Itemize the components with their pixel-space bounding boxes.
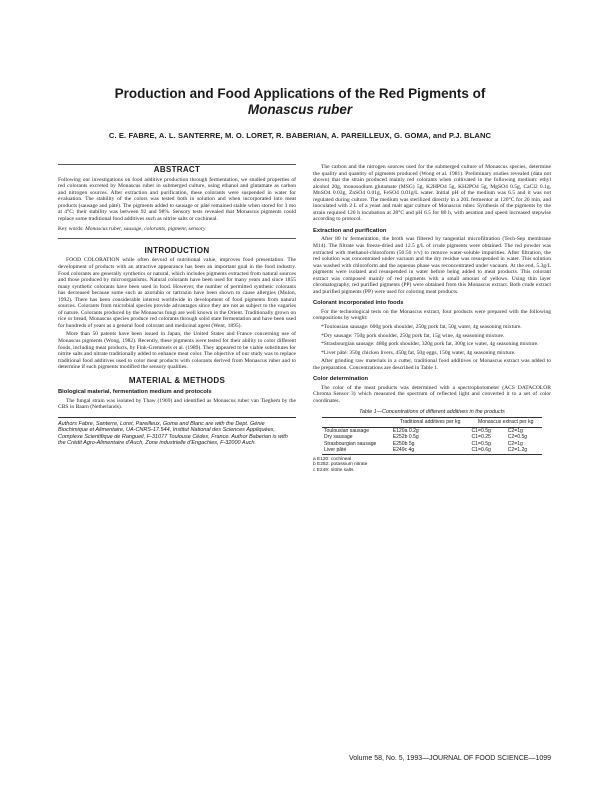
table-header xyxy=(322,418,391,428)
colorant-after: After grinding raw materials in a cutter, traditional food additives or Monascus extract was added to the preparation. Concentrations are described in Table 1. xyxy=(313,358,551,371)
table-cell: Liver pâté xyxy=(322,447,391,454)
keywords-label: Key words: xyxy=(58,226,84,233)
table-cell: E250b 5g xyxy=(392,440,415,447)
title-line-2: Monascus ruber xyxy=(247,102,353,117)
author-list: C. E. FABRE, A. L. SANTERRE, M. O. LORET, R. BABERIAN, A. PAREILLEUX, G. GOMA, and P.J. BLANC xyxy=(108,131,492,140)
table-cell: Strasbourgian sausage xyxy=(324,440,377,447)
table-row xyxy=(322,427,542,434)
author-affiliation: Authors Fabre, Santerre, Loret, Pareilleux, Goma and Blanc are with the Dept. Génie Biochimique et Alimentaire, UA-CNRS-17.544, Institut National des Sciences Appliquées, Complexe Scientifique de Rangueil, F-31077 Toulouse Cédex, France. Author Baberian is with the Crédit Agro-Alimentaire d'Auch, Zone industrielle d'Engachies, F-32000 Auch. xyxy=(58,417,296,447)
culture-paragraph: The carbon and the nitrogen sources used for the submerged culture of Monascus species, determine the quality and quantity of pigments produced (Wong et al. 1981). Preliminary studies revealed (data not shown) that the strain produced mainly red colorants when cultivated in the following medium: ethyl alcohol 20g, monosodium glutamate (MSG) 5g, K2HPO4 5g, KH2PO4 5g, MgSO4 0.5g, CaCl2 0.1g, MnSO4 0.03g, ZnSO4 0.01g, FeSO4 0.01g/L water. Initial pH of the medium was 6.5 and it was not regulated during culture. The medium was sterilized directly in a 20L fermentor at 120°C for 20 min, and inoculated with 2 L of a yeast and malt agar culture of Monascus ruber. Synthesis of the pigments by the strain required 120 h incubation at 28°C and pH 6.5 for 80 h, with aeration and speed increased stepwise according to protocol. xyxy=(313,164,551,223)
intro-paragraph-2: More than 50 patents have been issued in Japan, the United States and France concerning use of Monascus pigments (Wong, 1982). Recently, these pigments were tested for their ability to color different foods, including meat products, by Fink-Gremmels et al. (1989). They appeared to be viable substitutes for nitrite salts and nitrate traditionally added to enhance meat color. The objective of our study was to replace traditional food additives used to color meat products with colorants derived from Monascus ruber and to determine if such pigments modified the sensory qualities. xyxy=(58,331,296,371)
table-cell: C1=0.6g xyxy=(469,447,505,454)
product-item: *Strasbourgian sausage: 480g pork shoulder, 320g pork fat, 300g ice water, 4g seasoning mixture. xyxy=(321,341,539,348)
extraction-heading: Extraction and purification xyxy=(313,227,387,234)
keywords-line xyxy=(58,226,296,233)
table-1 xyxy=(322,409,542,455)
introduction-heading: INTRODUCTION xyxy=(144,245,210,255)
color-heading: Color determination xyxy=(313,376,369,383)
product-item: *Toulousian sausage: 600g pork shoulder, 250g pork fat, 50g water, 4g seasoning mixture. xyxy=(321,324,522,331)
methods-subheading: Biological material, fermentation medium and protocols xyxy=(58,389,212,396)
table-cell: C2=1.2g xyxy=(506,447,542,454)
table-cell: E120a 0.2g xyxy=(392,427,419,434)
table-caption: Table 1—Concentrations of different additives in the products xyxy=(359,408,505,415)
keywords-text: Monascus ruber, sausage, colorants, pigment, sensory xyxy=(85,226,206,233)
product-item: *Dry sausage: 750g pork shoulder, 250g pork fat, 15g wine, 4g seasoning mixture. xyxy=(321,332,505,339)
abstract-box xyxy=(58,164,296,239)
colorant-heading: Colorant incorporated into foods xyxy=(313,300,404,307)
table-header: Monascus extract per kg xyxy=(469,418,542,428)
methods-heading: MATERIAL & METHODS xyxy=(128,375,226,385)
table-cell: E249c 4g xyxy=(391,447,470,454)
product-item: *Liver pâté: 350g chicken livers, 450g fat, 50g eggs, 150g water, 4g seasoning mixture. xyxy=(321,349,516,356)
table-header-row xyxy=(322,418,542,428)
table-note: b E252: potassium nitrate xyxy=(313,462,368,468)
colorant-intro: For the technological tests on the Monascus extract, four products were prepared with the following compositions by weight: xyxy=(313,308,551,322)
table-header: Traditional additives per kg xyxy=(391,418,470,428)
table-cell: C2=1g xyxy=(507,427,523,434)
table-cell: C1=0.5g xyxy=(471,427,491,434)
abstract-heading: ABSTRACT xyxy=(153,165,201,174)
table-cell: E252b 0.5g xyxy=(392,434,419,441)
table-cell: C1=0.5g xyxy=(471,440,491,447)
right-column xyxy=(313,164,551,474)
table-note: c E249: nitrite salts xyxy=(313,467,354,473)
abstract-text: Following our investigations on food additive production through fermentation, we studied properties of red colorants excreted by Monascus ruber in submerged culture, using ethanol and glutamate as carbon and nitrogen sources. After extraction and purification, these colorants were suspended in water for evaluation. The stability of the colors was tested both in solution and when incorporated into meat products (sausage and pâté). The pigments added to sausage or pâté remained stable when stored for 3 mo at 4°C; their stability was between 92 and 98%. Sensory tests revealed that Monascus pigments could replace some traditional food additives such as nitrite salts or cochineal. xyxy=(58,176,296,222)
table-cell: C2=0.5g xyxy=(507,434,528,441)
extraction-text: After 80 hr fermentation, the broth was filtered by tangential microfiltration (Tech-Sep membrane M14). The filtrate was freeze-dried and 12.5 g/L of crude pigments were obtained. The red powder was extracted with methanol-chloroform (50:50 v/v) to remove water-soluble impurities. After filtration, the red solution was concentrated under vacuum and the dry residue was resuspended in water. This solution was washed with chloroform and the aqueous phase was reconcentrated under vacuum. At the end, 5.3g/L pigments were isolated and resuspended in water before being added to meat products. This colorant extract was composed mainly of red pigments with a small amount of yellows. Using thin layer chromatography, red purified pigments (PP) were obtained from this Monascus extract. Both crude extract and purified pigments (PP) were used for coloring meat products. xyxy=(313,236,551,295)
table-note: a E120: cochineal xyxy=(313,456,352,462)
table-cell: Toulousian sausage xyxy=(324,427,370,434)
title-line-1: Production and Food Applications of the Red Pigments of xyxy=(114,86,486,101)
intro-paragraph-1: FOOD COLORATION while often devoid of nutritional value, improves food presentation. The development of products with an attractive appearance has been an important goal in the food industry. Food colorants are generally synthetics or natural, which includes pigments extracted from natural sources and those produced by microorganisms. Natural colorants have been used for many years and since 1855 many synthetic colorants have been used in food. However, the number of permitted synthetic colorants has decreased because some such as azorubin or tartrazin have been shown to cause allergies (Mulon, 1992). There has been considerable interest worldwide in development of food pigments from natural sources. Colorants from microbial species provide advantages since they are not as subject to the vagaries of nature. Colorants produced by the Monascus fungi are well known in the Orient. Traditionally grown on rice or bread, Monascus species produce red colorants through solid state fermentation and have been used for hundreds of years as a general food colorant and medicinal agent (Went, 1895). xyxy=(58,257,296,329)
methods-text: The fungal strain was isolated by Thaw (1969) and identified as Monascus ruber van Tieghem by the CBS in Baarn (Netherlands). xyxy=(58,397,296,411)
table-notes xyxy=(313,457,551,474)
table-cell: C2=1g xyxy=(507,440,523,447)
table-row xyxy=(322,447,542,454)
paper-title xyxy=(40,86,560,118)
table-cell: Dry sausage xyxy=(324,434,353,441)
table-cell: C1=0.25 xyxy=(471,434,491,441)
color-text: The color of the meat products was determined with a spectrophotometer (ACS DATACOLOR Chroma Sensor 3) which measured the spectrum of reflected light and converted it to a set of color coordinates. xyxy=(313,384,551,404)
page-footer: Volume 58, No. 5, 1993—JOURNAL OF FOOD SCIENCE—1099 xyxy=(348,755,551,762)
left-column xyxy=(58,164,296,447)
